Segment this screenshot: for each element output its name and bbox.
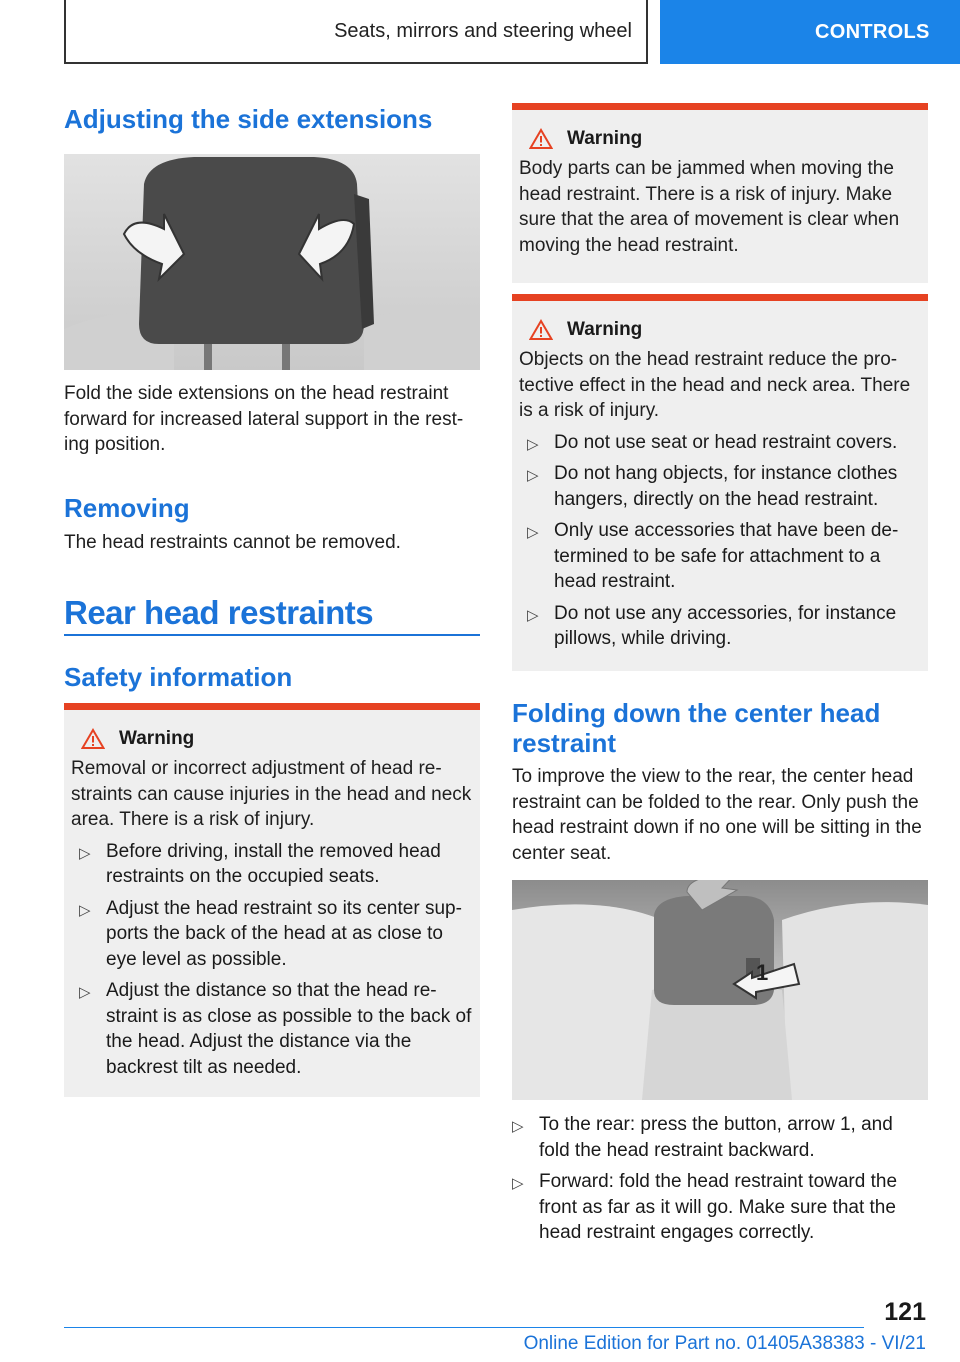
- warning-box-removal: [64, 703, 480, 1097]
- warning-triangle-icon: [529, 128, 553, 150]
- list-bullet-triangle-icon: ▷: [79, 844, 91, 862]
- removing-text: The head restraints cannot be removed.: [64, 532, 401, 553]
- list-bullet-triangle-icon: ▷: [79, 901, 91, 919]
- list-item: ▷ Do not use seat or head restraint covers.: [519, 430, 920, 456]
- side-extensions-heading: Adjusting the side extensions: [64, 104, 433, 134]
- warning-title: Warning: [567, 319, 643, 340]
- center-headrest-image: [512, 880, 928, 1100]
- list-item: ▷ Forward: fold the head restraint toward the front as far as it will go. Make sure that the head restraint engages correctly.: [512, 1171, 898, 1243]
- list-item: ▷ To the rear: press the button, arrow 1, and fold the head restraint backward.: [512, 1114, 893, 1161]
- footer-rule: [64, 1327, 864, 1328]
- list-bullet-triangle-icon: ▷: [527, 606, 539, 624]
- section-title: Seats, mirrors and steering wheel: [334, 19, 632, 42]
- list-item: ▷ Before driving, install the removed head restraints on the occupied seats.: [79, 840, 441, 887]
- list-item: ▷ Only use accessories that have been de-termined to be safe for attachment to a head restraint.: [527, 520, 899, 592]
- warning-title: Warning: [567, 128, 643, 149]
- edition-text: Online Edition for Part no. 01405A38383 - VI/21: [523, 1333, 926, 1354]
- folding-steps-list: [504, 1106, 928, 1246]
- callout-number: 1: [756, 960, 769, 985]
- chapter-tab-label: CONTROLS: [815, 20, 930, 43]
- list-bullet-triangle-icon: ▷: [527, 435, 539, 453]
- headrest-side-extension-image: [64, 154, 480, 370]
- list-item: ▷ Do not hang objects, for instance clothes hangers, directly on the head restraint.: [527, 463, 898, 510]
- side-extensions-text: Fold the side extensions on the head restraint forward for increased lateral support in the rest-ing position.: [64, 383, 464, 455]
- warning-box-jammed: [512, 103, 928, 283]
- list-item: ▷ Adjust the head restraint so its center sup-ports the back of the head at as close to eye level as possible.: [79, 897, 462, 970]
- warning-triangle-icon: [529, 319, 553, 341]
- warning-text: Body parts can be jammed when moving the head restraint. There is a risk of injury. Make sure that the area of movement is clear when moving the head restraint.: [519, 158, 900, 256]
- heading-rule: [64, 634, 480, 636]
- list-item: ▷ Do not use any accessories, for instance pillows, while driving.: [527, 602, 897, 649]
- running-header: [64, 0, 648, 64]
- list-bullet-triangle-icon: ▷: [512, 1118, 524, 1135]
- folding-text: To improve the view to the rear, the center head restraint can be folded to the rear. Only push the head restraint down if no one will be sitting in the center seat.: [512, 766, 922, 864]
- center-headrest-illustration: [512, 880, 928, 1100]
- warning-text: Objects on the head restraint reduce the pro-tective effect in the head and neck area. There is a risk of injury.: [519, 349, 911, 421]
- removing-heading: Removing: [64, 493, 190, 523]
- rear-head-restraints-heading: Rear head restraints: [64, 594, 374, 631]
- list-bullet-triangle-icon: ▷: [527, 524, 539, 541]
- warning-text: Removal or incorrect adjustment of head re-straints can cause injuries in the head and neck area. There is a risk of injury.: [71, 758, 472, 830]
- warning-box-objects: [512, 294, 928, 671]
- list-bullet-triangle-icon: ▷: [527, 467, 539, 484]
- warning-triangle-icon: [81, 728, 105, 750]
- list-bullet-triangle-icon: ▷: [79, 984, 91, 1001]
- list-item: ▷ Adjust the distance so that the head re-straint is as close as possible to the back of the head. Adjust the distance via the backrest tilt as needed.: [79, 980, 472, 1078]
- safety-information-heading: Safety information: [64, 662, 293, 692]
- list-bullet-triangle-icon: ▷: [512, 1175, 524, 1192]
- page-number: 121: [884, 1298, 926, 1326]
- warning-header: [519, 128, 920, 150]
- chapter-tab: [660, 0, 960, 64]
- warning-title: Warning: [119, 728, 195, 749]
- warning-header: [71, 728, 472, 750]
- warning-header: [519, 319, 920, 341]
- folding-heading: Folding down the center head restraint: [512, 698, 881, 758]
- side-extensions-illustration: [64, 154, 480, 370]
